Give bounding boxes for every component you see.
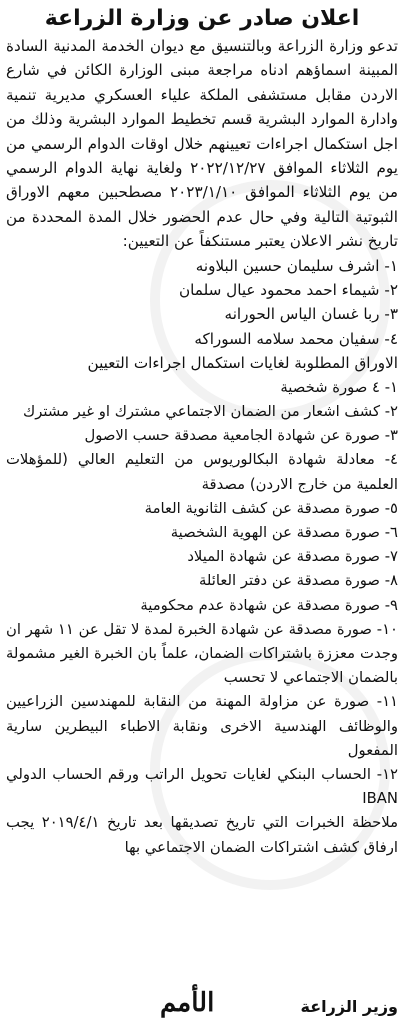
names-list [0,254,404,352]
list-item: ١١- صورة عن مزاولة المهنة من النقابة للمهندسين الزراعيين والوظائف الهندسية الاخرى ونقابة الاطباء البيطرين سارية المفعول [6,693,398,759]
list-item: ٢- شيماء احمد محمود عيال سلمان [179,281,398,300]
list-item: ٧- صورة مصدقة عن شهادة الميلاد [187,548,398,566]
newspaper-logo: الأمم [160,988,215,1018]
note-text: ملاحظة الخبرات التي تاريخ تصديقها بعد تاريخ ٢٠١٩/٤/١ يجب ارفاق كشف اشتراكات الضمان الاجتماعي بها [6,814,398,856]
list-item: ٥- صورة مصدقة عن كشف الثانوية العامة [144,499,398,517]
list-item: ٢- كشف اشعار من الضمان الاجتماعي مشترك او غير مشترك [23,402,398,420]
signature: وزير الزراعة [300,997,398,1016]
list-item: ١- ٤ صورة شخصية [280,378,398,396]
list-item: ٤- معادلة شهادة البكالوريوس من التعليم العالي (للمؤهلات العلمية من خارج الاردن) مصدقة [6,451,398,493]
list-item: ٤- سفيان محمد سلامه السوراكه [194,329,398,348]
documents-heading: الاوراق المطلوبة لغايات استكمال اجراءات التعيين [87,354,398,373]
list-item: ٨- صورة مصدقة عن دفتر العائلة [198,572,398,590]
announcement-intro: تدعو وزارة الزراعة وبالتنسيق مع ديوان الخدمة المدنية السادة المبينة اسماؤهم ادناه مراجعة مبنى الوزارة الكائن في شارع الاردن مقابل مستشفى الملكة علياء العسكري مديرية تنمية وادارة الموارد البشرية قسم تخطيط الموارد البشرية وذلك من اجل استكمال اجراءات تعيينهم خلال اوقات الدوام الرسمي من يوم الثلاثاء الموافق ٢٠٢٢/١٢/٢٧ ولغاية نهاية الدوام الرسمي من يوم الثلاثاء الموافق ٢٠٢٣/١/١٠ مصطحبين معهم الاوراق الثبوتية التالية وفي حال عدم الحضور خلال المدة المحددة من تاريخ نشر الاعلان يعتبر مستنكفاً عن التعيين: [6,37,398,251]
list-item: ١- اشرف سليمان حسين البلاونه [195,256,398,275]
documents-list [0,376,404,812]
list-item: ١٢- الحساب البنكي لغايات تحويل الراتب ورقم الحساب الدولي IBAN [6,765,398,808]
footer [0,986,404,1020]
announcement-title: اعلان صادر عن وزارة الزراعة [44,6,360,31]
list-item: ٦- صورة مصدقة عن الهوية الشخصية [170,523,398,541]
list-item: ٩- صورة مصدقة عن شهادة عدم محكومية [140,596,398,614]
list-item: ١٠- صورة مصدقة عن شهادة الخبرة لمدة لا تقل عن ١١ شهر ان وجدت معززة باشتراكات الضمان، علماً بان الخبرة الغير مشمولة بالضمان الاجتماعي لا تحسب [6,620,398,687]
list-item: ٣- صورة عن شهادة الجامعية مصدقة حسب الاصول [84,427,398,445]
list-item: ٣- ربا غسان الياس الحورانه [224,305,398,324]
